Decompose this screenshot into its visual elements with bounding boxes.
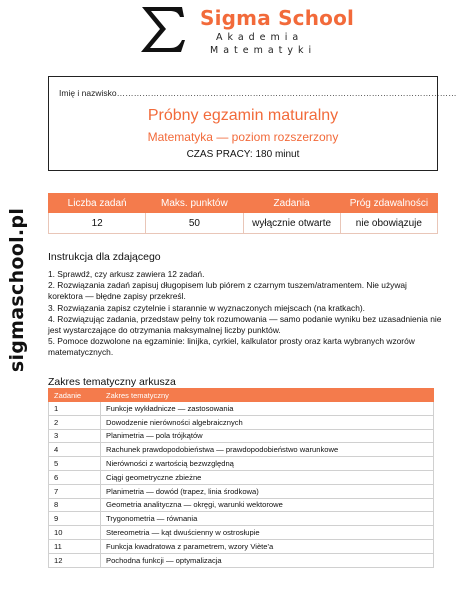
task-topic: Planimetria — pola trójkątów xyxy=(101,429,434,443)
table-row xyxy=(49,526,434,540)
info-header-row xyxy=(49,194,438,213)
sigma-logo-icon xyxy=(138,4,188,54)
task-topic: Funkcje wykładnicze — zastosowania xyxy=(101,402,434,416)
task-number: 6 xyxy=(49,470,101,484)
side-website-text: sigmaschool.pl xyxy=(6,207,29,373)
table-row xyxy=(49,457,434,471)
instructions-title: Instrukcja dla zdającego xyxy=(48,251,161,263)
info-header-cell: Maks. punktów xyxy=(146,194,243,213)
task-topic: Ciągi geometryczne zbieżne xyxy=(101,470,434,484)
task-number: 11 xyxy=(49,539,101,553)
topics-header-cell: Zadanie xyxy=(49,389,101,402)
topics-header-cell: Zakres tematyczny xyxy=(101,389,434,402)
task-number: 9 xyxy=(49,512,101,526)
exam-info-table xyxy=(48,193,438,234)
task-topic: Dowodzenie nierówności algebraicznych xyxy=(101,415,434,429)
info-value-row xyxy=(49,213,438,234)
exam-title: Próbny egzamin maturalny xyxy=(147,107,339,124)
task-topic: Funkcja kwadratowa z parametrem, wzory Viète'a xyxy=(101,539,434,553)
task-number: 1 xyxy=(49,402,101,416)
task-number: 5 xyxy=(49,457,101,471)
table-row xyxy=(49,539,434,553)
info-value-cell: 50 xyxy=(146,213,243,234)
table-row xyxy=(49,402,434,416)
brand-name: Sigma School xyxy=(200,6,355,30)
task-topic: Rachunek prawdopodobieństwa — prawdopodobieństwo warunkowe xyxy=(101,443,434,457)
task-topic: Planimetria — dowód (trapez, linia środkowa) xyxy=(101,484,434,498)
topics-header-row xyxy=(49,389,434,402)
instruction-item: 1. Sprawdź, czy arkusz zawiera 12 zadań. xyxy=(48,269,205,279)
task-number: 10 xyxy=(49,526,101,540)
exam-subtitle: Matematyka — poziom rozszerzony xyxy=(147,130,339,144)
exam-time: CZAS PRACY: 180 minut xyxy=(186,149,300,160)
info-value-cell: nie obowiązuje xyxy=(340,213,437,234)
info-header-cell: Zadania xyxy=(243,194,340,213)
task-number: 7 xyxy=(49,484,101,498)
instruction-item: 2. Rozwiązania zadań zapisuj długopisem lub piórem z czarnym tuszem/atramentem. Nie używaj korektora — błędne zapisy przekreśl. xyxy=(48,280,407,302)
table-row xyxy=(49,443,434,457)
instructions-list xyxy=(48,269,443,359)
topics-table xyxy=(48,388,434,568)
topics-title: Zakres tematyczny arkusza xyxy=(48,376,176,388)
task-number: 3 xyxy=(49,429,101,443)
name-field-label: Imię i nazwisko………………………………………………………………………………………………………… xyxy=(59,88,457,98)
task-topic: Stereometria — kąt dwuścienny w ostrosłupie xyxy=(101,526,434,540)
info-header-cell: Liczba zadań xyxy=(49,194,146,213)
brand-line-2: Matematyki xyxy=(210,45,317,56)
task-topic: Geometria analityczna — okręgi, warunki wektorowe xyxy=(101,498,434,512)
table-row xyxy=(49,553,434,567)
table-row xyxy=(49,512,434,526)
task-topic: Nierówności z wartością bezwzględną xyxy=(101,457,434,471)
info-value-cell: wyłącznie otwarte xyxy=(243,213,340,234)
table-row xyxy=(49,470,434,484)
info-value-cell: 12 xyxy=(49,213,146,234)
table-row xyxy=(49,484,434,498)
task-number: 12 xyxy=(49,553,101,567)
sigma-school-logo xyxy=(138,4,358,60)
table-row xyxy=(49,498,434,512)
side-website-label xyxy=(4,190,30,390)
task-number: 4 xyxy=(49,443,101,457)
table-row xyxy=(49,415,434,429)
instruction-item: 4. Rozwiązując zadania, przedstaw pełny tok rozumowania — samo podanie wyniku bez uzasadnienia nie jest wystarczające do otrzymania maksymalnej liczby punktów. xyxy=(48,313,442,336)
brand-line-1: Akademia xyxy=(216,32,304,43)
task-number: 2 xyxy=(49,415,101,429)
exam-header-box xyxy=(48,76,457,171)
task-topic: Pochodna funkcji — optymalizacja xyxy=(101,553,434,567)
task-number: 8 xyxy=(49,498,101,512)
instruction-item: 3. Rozwiązania zapisz czytelnie i starannie w wyznaczonych miejscach (na kratkach). xyxy=(48,302,365,313)
table-row xyxy=(49,429,434,443)
info-header-cell: Próg zdawalności xyxy=(340,194,437,213)
instruction-item: 5. Pomoce dozwolone na egzaminie: linijka, cyrkiel, kalkulator prosty oraz karta wybranych wzorów matematycznych. xyxy=(48,336,415,358)
task-topic: Trygonometria — równania xyxy=(101,512,434,526)
